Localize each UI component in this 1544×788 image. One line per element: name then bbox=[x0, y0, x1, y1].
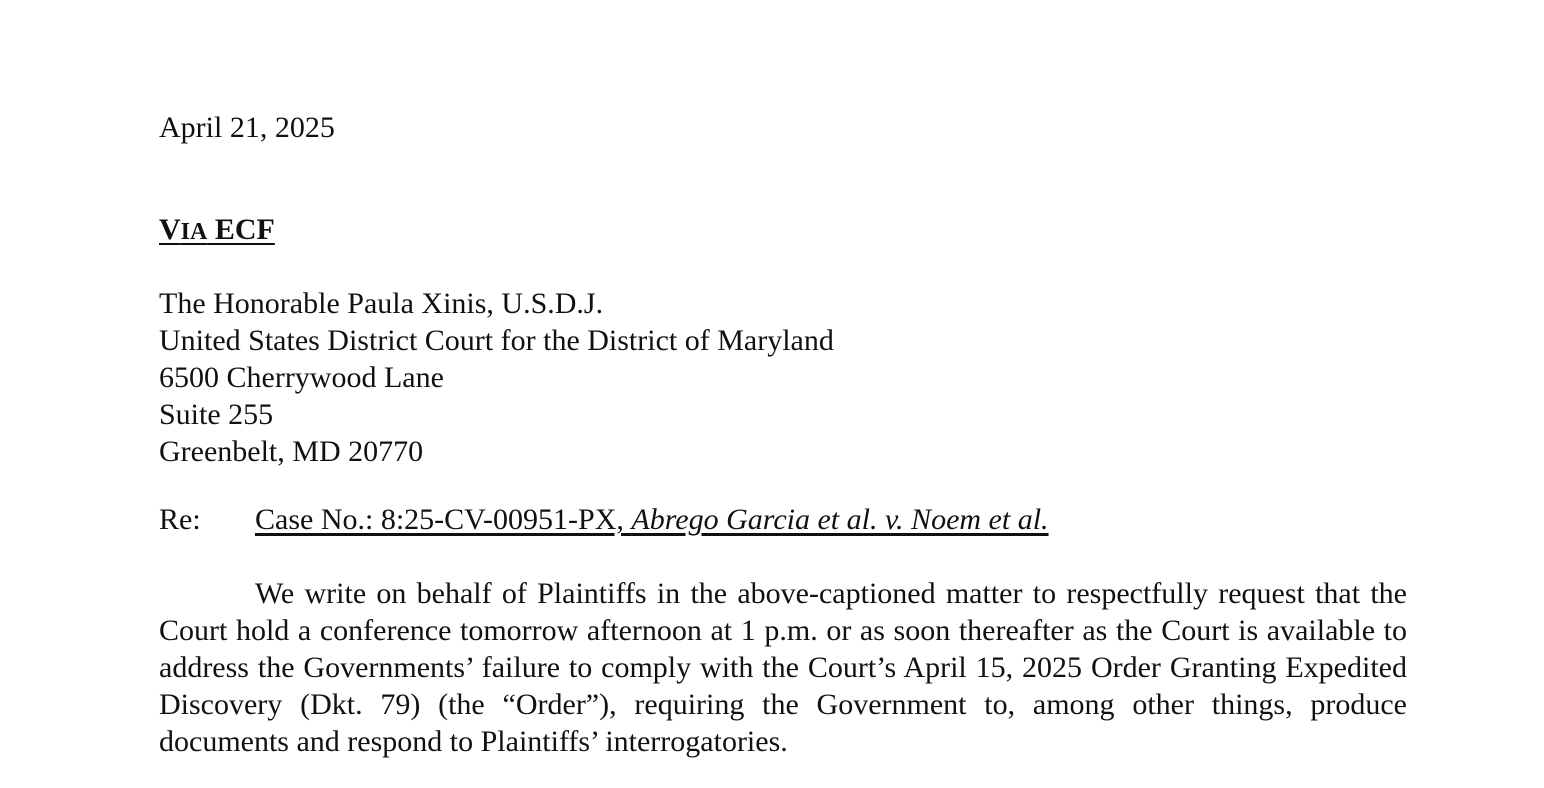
case-caption: Abrego Garcia et al. v. Noem et al. bbox=[631, 503, 1049, 536]
case-number: Case No.: 8:25-CV-00951-PX, bbox=[255, 503, 632, 536]
delivery-method-rest: ECF bbox=[207, 213, 275, 246]
addressee-line: 6500 Cherrywood Lane bbox=[159, 361, 444, 394]
addressee-line: Greenbelt, MD 20770 bbox=[159, 435, 424, 468]
re-label: Re: bbox=[159, 503, 201, 536]
addressee-line: United States District Court for the District of Maryland bbox=[159, 324, 834, 357]
addressee-line: The Honorable Paula Xinis, U.S.D.J. bbox=[159, 287, 604, 320]
delivery-method bbox=[159, 211, 275, 251]
addressee-line: Suite 255 bbox=[159, 398, 274, 431]
delivery-method-small-caps: IA bbox=[180, 219, 208, 245]
body-paragraph: We write on behalf of Plaintiffs in the above-captioned matter to respectfully request that the Court hold a conference tomorrow afternoon at 1 p.m. or as soon thereafter as the Court is available to address the Governments’ failure to comply with the Court’s April 15, 2025 Order Granting Expedited Discovery (Dkt. 79) (the “Order”), requiring the Government to, among other things, produce documents and respond to Plaintiffs’ interrogatories. bbox=[159, 577, 1407, 758]
delivery-method-initial: V bbox=[159, 213, 181, 246]
re-subject bbox=[255, 501, 1049, 538]
letter-date: April 21, 2025 bbox=[159, 111, 335, 144]
addressee-block bbox=[159, 285, 834, 470]
